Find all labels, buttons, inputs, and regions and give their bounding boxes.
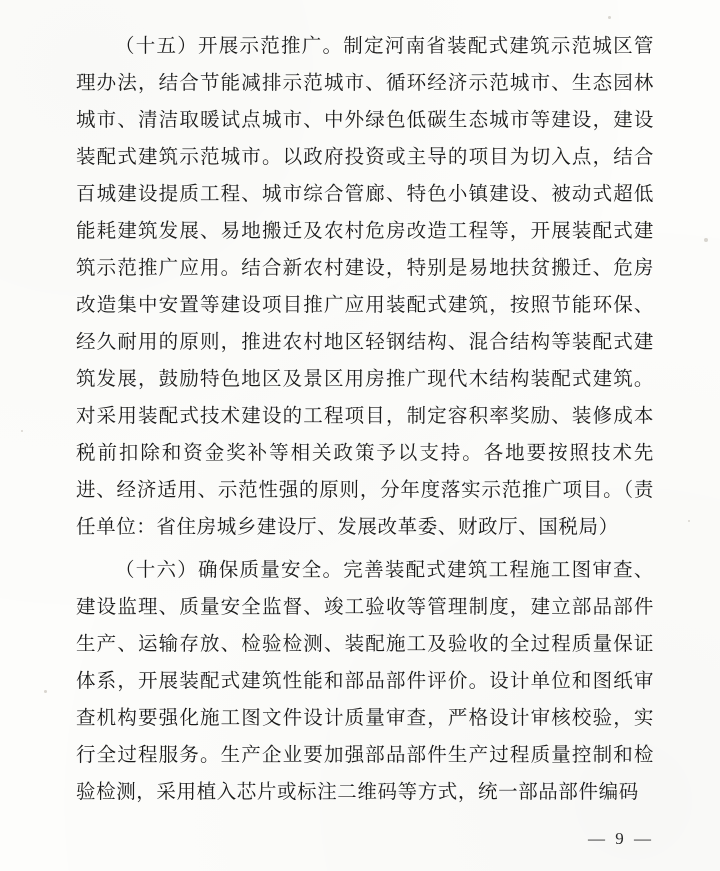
page-speck [688,520,690,522]
page-number: — 9 — [588,829,654,848]
page-speck [704,238,708,242]
page-speck [44,690,47,693]
paragraph-15: （十五）开展示范推广。制定河南省装配式建筑示范城区管理办法，结合节能减排示范城市、循环经济示范城市、生态园林城市、清洁取暖试点城市、中外绿色低碳生态城市等建设，建设装配式建筑示范城市。以政府投资或主导的项目为切入点，结合百城建设提质工程、城市综合管廊、特色小镇建设、被动式超低能耗建筑发展、易地搬迁及农村危房改造工程等，开展装配式建筑示范推广应用。结合新农村建设，特别是易地扶贫搬迁、危房改造集中安置等建设项目推广应用装配式建筑，按照节能环保、经久耐用的原则，推进农村地区轻钢结构、混合结构等装配式建筑发展，鼓励特色地区及景区用房推广现代木结构装配式建筑。对采用装配式技术建设的工程项目，制定容积率奖励、装修成本税前扣除和资金奖补等相关政策予以支持。各地要按照技术先进、经济适用、示范性强的原则，分年度落实示范推广项目。（责任单位：省住房城乡建设厅、发展改革委、财政厅、国税局） [76,36,654,538]
page-speck [21,430,23,432]
paragraph-16: （十六）确保质量安全。完善装配式建筑工程施工图审查、建设监理、质量安全监督、竣工验收等管理制度，建立部品部件生产、运输存放、检验检测、装配施工及验收的全过程质量保证体系，开展装配式建筑性能和部品部件评价。设计单位和图纸审查机构要强化施工图文件设计质量审查，严格设计审核校验，实行全过程服务。生产企业要加强部品部件生产过程质量控制和检验检测，采用植入芯片或标注二维码等方式，统一部品部件编码 [76,560,654,803]
document-body [76,28,654,813]
page-speck [608,16,611,19]
